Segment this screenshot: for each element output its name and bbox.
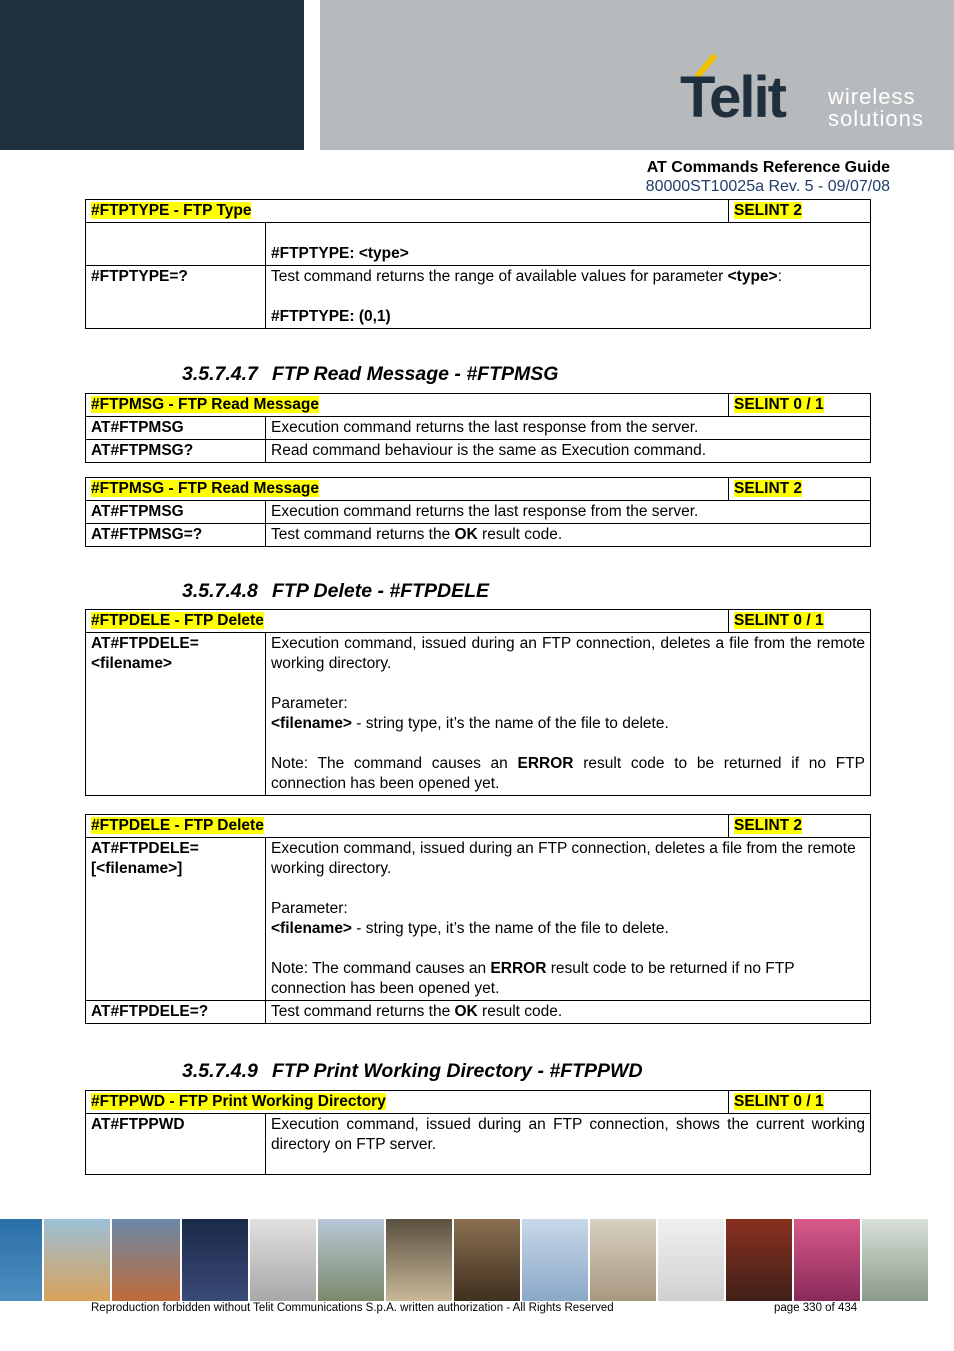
- command-name: AT#FTPDELE= [<filename>]: [86, 838, 266, 1001]
- selint-badge: SELINT 2: [734, 817, 803, 834]
- guide-title: AT Commands Reference Guide: [646, 159, 890, 176]
- table-title: #FTPMSG - FTP Read Message: [91, 480, 319, 497]
- strip-photo: [658, 1219, 724, 1301]
- logo-tagline-1: wireless: [828, 84, 916, 109]
- command-name: AT#FTPMSG: [86, 417, 266, 440]
- footer-page-number: page 330 of 434: [774, 1302, 858, 1314]
- strip-photo: [726, 1219, 792, 1301]
- table-title: #FTPDELE - FTP Delete: [91, 817, 264, 834]
- command-name: #FTPTYPE=?: [86, 266, 266, 329]
- footer-photo-strip: [0, 1219, 954, 1301]
- strip-photo: [522, 1219, 588, 1301]
- logo-wordmark: Telit: [680, 65, 785, 130]
- selint-badge: SELINT 0 / 1: [734, 396, 824, 413]
- command-name: AT#FTPMSG?: [86, 440, 266, 463]
- selint-badge: SELINT 2: [734, 202, 803, 219]
- strip-photo: [250, 1219, 316, 1301]
- ftpmsg-table-selint01: #FTPMSG - FTP Read Message SELINT 0 / 1 AT#FTPMSG Execution command returns the last response from the server. AT#FTPMSG? Read command behaviour is the same as Execution command.: [85, 393, 871, 463]
- strip-photo: [182, 1219, 248, 1301]
- table-title: #FTPDELE - FTP Delete: [91, 612, 264, 629]
- command-name: AT#FTPPWD: [86, 1114, 266, 1175]
- strip-photo: [386, 1219, 452, 1301]
- section-heading: 3.5.7.4.9 FTP Print Working Directory - #FTPPWD: [182, 1060, 643, 1082]
- section-heading: 3.5.7.4.7 FTP Read Message - #FTPMSG: [182, 363, 559, 385]
- command-name: AT#FTPDELE= <filename>: [86, 633, 266, 796]
- strip-photo: [590, 1219, 656, 1301]
- strip-photo: [44, 1219, 110, 1301]
- strip-photo: [112, 1219, 180, 1301]
- ftpdele-table-selint2: #FTPDELE - FTP Delete SELINT 2 AT#FTPDELE= [<filename>] Execution command, issued during an FTP connection, deletes a file from the remote working directory. Parameter: <filename> - string type, it’s the name of the file to delete. Note: The command causes an ERROR result code to be returned if no FTP connection has been opened yet. AT#FTPDELE=? Test command returns the OK result code.: [85, 814, 871, 1024]
- strip-photo: [794, 1219, 860, 1301]
- response-format: #FTPTYPE: (0,1): [271, 308, 391, 325]
- footer-copyright: Reproduction forbidden without Telit Communications S.p.A. written authorization - All Rights Reserved: [91, 1302, 614, 1314]
- table-title: #FTPPWD - FTP Print Working Directory: [91, 1093, 386, 1110]
- strip-photo: [454, 1219, 520, 1301]
- table-title: #FTPMSG - FTP Read Message: [91, 396, 319, 413]
- selint-badge: SELINT 0 / 1: [734, 612, 824, 629]
- ftptype-table: #FTPTYPE - FTP Type SELINT 2 #FTPTYPE: <type> #FTPTYPE=? Test command returns the range of available values for parameter <type>: #FTPTYPE: (0,1): [85, 199, 871, 329]
- ftpdele-table-selint01: #FTPDELE - FTP Delete SELINT 0 / 1 AT#FTPDELE= <filename> Execution command, issued during an FTP connection, deletes a file from the remote working directory. Parameter: <filename> - string type, it’s the name of the file to delete. Note: The command causes an ERROR result code to be returned if no FTP connection has been opened yet.: [85, 609, 871, 796]
- logo-tagline-2: solutions: [828, 106, 924, 131]
- header-dark-panel: [0, 0, 304, 150]
- selint-badge: SELINT 0 / 1: [734, 1093, 824, 1110]
- strip-photo: [318, 1219, 384, 1301]
- strip-photo: [0, 1219, 42, 1301]
- response-format: #FTPTYPE: <type>: [271, 245, 409, 262]
- command-name: AT#FTPMSG: [86, 501, 266, 524]
- ftpmsg-table-selint2: #FTPMSG - FTP Read Message SELINT 2 AT#FTPMSG Execution command returns the last response from the server. AT#FTPMSG=? Test command returns the OK result code.: [85, 477, 871, 547]
- telit-logo: [680, 52, 940, 132]
- selint-badge: SELINT 2: [734, 480, 803, 497]
- ftppwd-table-selint01: #FTPPWD - FTP Print Working Directory SELINT 0 / 1 AT#FTPPWD Execution command, issued during an FTP connection, shows the current working directory on FTP server.: [85, 1090, 871, 1175]
- guide-revision: 80000ST10025a Rev. 5 - 09/07/08: [645, 178, 890, 195]
- table-title: #FTPTYPE - FTP Type: [91, 202, 252, 219]
- command-name: AT#FTPDELE=?: [86, 1001, 266, 1024]
- strip-photo: [862, 1219, 928, 1301]
- section-heading: 3.5.7.4.8 FTP Delete - #FTPDELE: [182, 580, 490, 602]
- command-name: AT#FTPMSG=?: [86, 524, 266, 547]
